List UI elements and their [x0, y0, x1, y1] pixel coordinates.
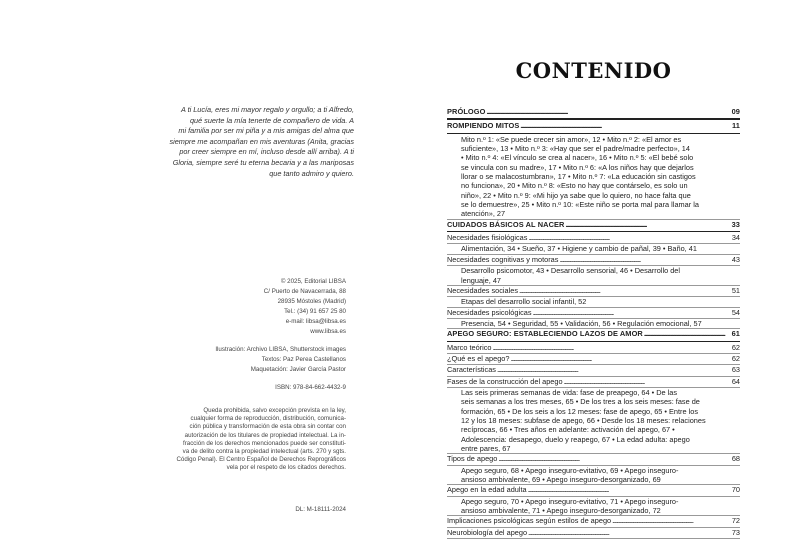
page-title: CONTENIDO — [515, 58, 672, 83]
toc-page-number: 72 — [731, 516, 740, 526]
toc-entry-label: Características — [447, 365, 496, 375]
dedication — [140, 105, 354, 179]
toc-subentries — [447, 244, 740, 254]
legal-line: Queda prohibida, salvo excepción prevista en la ley, — [203, 407, 346, 414]
toc-subentry-line: Mito n.º 1: «Se puede crecer sin amor», 12 • Mito n.º 2: «El amor es — [461, 134, 682, 144]
toc-chapter-row[interactable] — [447, 329, 740, 341]
toc-subentry-line: Apego seguro, 70 • Apego inseguro-evitativo, 71 • Apego inseguro- — [461, 496, 679, 506]
toc-subentries — [447, 297, 740, 307]
toc-leader-dots — [612, 516, 731, 526]
toc-subentries — [447, 266, 740, 286]
toc-section-row[interactable] — [447, 233, 740, 244]
toc-subentry-line: recíprocas, 66 • Tres años en adelante: activación del apego, 67 • — [461, 425, 675, 435]
toc-subentry-line: no funciona», 20 • Mito n.º 8: «Esto no hay que contárselo, es solo un — [461, 181, 688, 191]
credit-line: Textos: Paz Perea Castellanos — [261, 356, 346, 363]
toc-page-number: 68 — [731, 454, 740, 464]
toc-page-number: 54 — [731, 307, 740, 317]
toc-leader-dots — [528, 528, 731, 538]
legal-notice — [170, 407, 346, 473]
dedication-line: mi familia por ser mi piña y a mis amigas del alma que — [178, 126, 354, 136]
legal-line: cualquier forma de reproducción, distribución, comunica- — [190, 415, 346, 423]
toc-entry-label: CUIDADOS BÁSICOS AL NACER — [447, 219, 565, 229]
toc-leader-dots — [498, 454, 730, 464]
toc-entry-label: Necesidades cognitivas y motoras — [447, 254, 559, 264]
table-of-contents — [447, 107, 740, 539]
legal-line: fracción de los derechos mencionados puede ser constituti- — [182, 439, 346, 447]
toc-subentry-line: 12 y los 18 meses: subfase de apego, 66 • Desde los 18 meses: relaciones — [461, 415, 706, 425]
toc-page-number: 63 — [731, 365, 740, 375]
legal-line: autorización de los titulares de propiedad intelectual. La in- — [184, 431, 346, 439]
toc-entry-label: Apego en la edad adulta — [447, 485, 527, 495]
toc-section-row[interactable] — [447, 354, 740, 365]
toc-subentry-line: se lo demuestre», 25 • Mito n.º 10: «Este niño se porta mal para llamar la — [461, 200, 699, 210]
toc-subentry-line: lenguaje, 47 — [461, 275, 502, 285]
toc-leader-dots — [497, 365, 731, 375]
toc-subentry-line: Adolescencia: desapego, duelo y reapego, 67 • La edad adulta: apego — [461, 434, 690, 444]
toc-entry-label: Necesidades fisiológicas — [447, 233, 528, 243]
toc-page-number: 43 — [731, 254, 740, 264]
toc-leader-dots — [559, 255, 730, 265]
publisher-line: Tel.: (34) 91 657 25 80 — [284, 308, 346, 315]
toc-leader-dots — [533, 308, 731, 318]
publisher-line: C/ Puerto de Navacerrada, 88 — [263, 288, 346, 295]
toc-subentry-line: seis semanas a los tres meses, 65 • De los tres a los seis meses: fase de — [461, 397, 700, 407]
toc-subentries — [447, 135, 740, 220]
toc-entry-label: Implicaciones psicológicas según estilos de apego — [447, 516, 612, 526]
toc-entry-label: Neurobiología del apego — [447, 527, 528, 537]
toc-page-number: 09 — [731, 107, 740, 116]
legal-line: vela por el respeto de los citados derechos. — [226, 464, 346, 472]
toc-subentry-line: entre pares, 67 — [461, 444, 511, 453]
toc-leader-dots — [520, 121, 731, 131]
toc-section-row[interactable] — [447, 377, 740, 388]
toc-leader-dots — [493, 343, 731, 353]
toc-subentry-line: • Mito n.º 4: «El vínculo se crea al nacer», 16 • Mito n.º 5: «El bebé solo — [461, 153, 694, 163]
toc-subentries — [447, 497, 740, 517]
toc-entry-label: ¿Qué es el apego? — [447, 353, 510, 363]
toc-subentry-line: ansioso ambivalente, 71 • Apego inseguro-desorganizado, 72 — [461, 506, 661, 516]
toc-entry-label: Tipos de apego — [447, 454, 498, 464]
toc-page-number: 61 — [731, 329, 740, 339]
toc-subentry-line: Apego seguro, 68 • Apego inseguro-evitativo, 69 • Apego inseguro- — [461, 465, 679, 475]
dedication-line: siempre me acompañan en mis aventuras (Anita, gracias — [169, 136, 354, 146]
toc-section-row[interactable] — [447, 343, 740, 354]
toc-subentry-line: suficiente», 13 • Mito n.º 3: «Hay que ser el padre/madre perfecto», 14 — [461, 144, 690, 154]
toc-entry-label: PRÓLOGO — [447, 107, 486, 116]
dedication-line: Gloria, siempre seré tu eterna becaria y a las mariposas — [172, 157, 354, 167]
toc-subentry-line: Etapas del desarrollo social infantil, 52 — [461, 297, 587, 307]
toc-page-number: 62 — [731, 353, 740, 363]
toc-entry-label: Fases de la construcción del apego — [447, 376, 563, 386]
publisher-line: 28935 Móstoles (Madrid) — [277, 298, 346, 305]
toc-subentry-line: niño», 22 • Mito n.º 9: «Mi hijo ya sabe que lo quiero, no hace falta que — [461, 190, 691, 200]
toc-subentries — [447, 319, 740, 329]
toc-entry-label: Necesidades sociales — [447, 285, 519, 295]
toc-leader-dots — [510, 354, 730, 364]
toc-page-number: 33 — [731, 219, 740, 229]
toc-entry-label: ROMPIENDO MITOS — [447, 121, 520, 131]
toc-subentry-line: Desarrollo psicomotor, 43 • Desarrollo sensorial, 46 • Desarrollo del — [461, 266, 681, 276]
toc-entry-label: Marco teórico — [447, 342, 492, 352]
publisher-line: © 2025, Editorial LIBSA — [280, 278, 346, 285]
toc-section-row[interactable] — [447, 255, 740, 266]
toc-section-row[interactable] — [447, 365, 740, 376]
toc-chapter-row[interactable] — [447, 121, 740, 133]
toc-subentry-line: Las seis primeras semanas de vida: fase de preapego, 64 • De las — [461, 387, 678, 397]
toc-page-number: 51 — [731, 285, 740, 295]
toc-leader-dots — [565, 220, 730, 230]
credit-line: Maquetación: Javier García Pastor — [250, 366, 346, 373]
dedication-line: A ti Lucía, eres mi mayor regalo y orgullo; a ti Alfredo, — [180, 105, 354, 114]
toc-subentry-line: atención», 27 — [461, 209, 506, 219]
toc-section-row[interactable] — [447, 485, 740, 496]
toc-leader-dots — [644, 329, 731, 339]
toc-section-row[interactable] — [447, 454, 740, 465]
toc-subentries — [447, 388, 740, 454]
toc-section-row[interactable] — [447, 516, 740, 527]
dedication-line: por creer siempre en mí, incluso desde allí arriba). A ti — [179, 147, 354, 157]
toc-subentry-line: ansioso ambivalente, 69 • Apego inseguro-desorganizado, 69 — [461, 475, 661, 485]
dedication-line: qué suerte la mía tenerte de compañero de vida. A — [189, 115, 354, 125]
toc-subentries — [447, 466, 740, 486]
publisher-line: e-mail: libsa@libsa.es — [285, 318, 346, 325]
toc-subentry-line: llorar o se malacostumbran», 17 • Mito n.º 7: «La educación sin castigos — [461, 172, 696, 182]
toc-leader-dots — [528, 485, 731, 495]
dedication-line: que tanto admiro y quiero. — [269, 168, 354, 178]
toc-subentry-line: Presencia, 54 • Seguridad, 55 • Validación, 56 • Regulación emocional, 57 — [461, 318, 702, 328]
toc-page-number: 62 — [731, 342, 740, 352]
toc-leader-dots — [564, 377, 731, 387]
legal-line: va de delito contra la propiedad intelectual (arts. 270 y sgts. — [182, 448, 346, 456]
toc-entry-label: Necesidades psicológicas — [447, 307, 532, 317]
toc-subentry-line: Alimentación, 34 • Sueño, 37 • Higiene y cambio de pañal, 39 • Baño, 41 — [461, 244, 697, 254]
toc-page-number: 73 — [731, 527, 740, 537]
isbn: ISBN: 978-84-662-4432-9 — [275, 384, 346, 391]
toc-page-number: 70 — [731, 485, 740, 495]
toc-page-number: 11 — [731, 121, 740, 131]
toc-page-number: 64 — [731, 376, 740, 386]
legal-deposit: DL: M-18111-2024 — [295, 506, 346, 513]
credits-block — [170, 277, 346, 393]
toc-leader-dots — [519, 286, 731, 296]
toc-subentry-line: se vincula con su madre», 17 • Mito n.º 6: «A los niños hay que dejarlos — [461, 162, 694, 172]
toc-section-row[interactable] — [447, 308, 740, 319]
toc-leader-dots — [528, 233, 730, 243]
toc-section-row[interactable] — [447, 286, 740, 297]
toc-page-number: 34 — [731, 233, 740, 243]
toc-chapter-row[interactable] — [447, 220, 740, 232]
publisher-line: www.libsa.es — [310, 328, 346, 335]
legal-line: ción pública y transformación de esta obra sin contar con — [189, 423, 346, 431]
legal-line: Código Penal). El Centro Español de Derechos Reprográficos — [176, 456, 346, 464]
credit-line: Ilustración: Archivo LIBSA, Shutterstock images — [215, 346, 346, 353]
toc-section-row[interactable] — [447, 528, 740, 539]
toc-entry-label: APEGO SEGURO: ESTABLECIENDO LAZOS DE AMOR — [447, 329, 643, 339]
toc-subentry-line: formación, 65 • De los seis a los 12 meses: fase de apego, 65 • Entre los — [461, 406, 699, 416]
toc-chapter-row[interactable] — [447, 107, 740, 120]
toc-leader-dots — [486, 107, 730, 117]
